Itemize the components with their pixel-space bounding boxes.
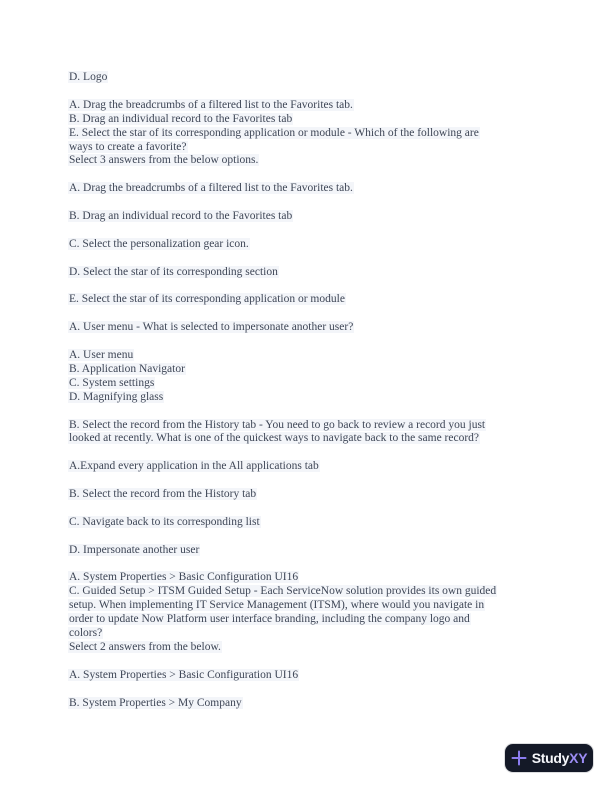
text-line: D. Magnifying glass — [69, 390, 164, 403]
paragraph — [68, 71, 572, 85]
text-line: D. Logo — [69, 71, 108, 83]
text-line: A.Expand every application in the All applications tab — [69, 460, 319, 473]
text-line: C. Guided Setup > ITSM Guided Setup - Each ServiceNow solution provides its own guided — [69, 585, 497, 598]
paragraph — [68, 697, 572, 711]
paragraph — [68, 669, 572, 683]
text-line: B. Select the record from the History tab — [69, 488, 257, 501]
paragraph — [68, 419, 572, 447]
brand-text-primary: Study — [531, 750, 570, 766]
paragraph — [68, 460, 572, 474]
paragraph — [68, 349, 572, 405]
text-line: A. User menu — [69, 349, 134, 361]
text-line: E. Select the star of its corresponding application or module — [69, 293, 345, 306]
document-content — [68, 71, 572, 724]
paragraph — [68, 238, 572, 252]
text-line: D. Select the star of its corresponding section — [69, 265, 278, 278]
text-line: Select 2 answers from the below. — [69, 640, 221, 653]
text-line: setup. When implementing IT Service Management (ITSM), where would you navigate in — [69, 599, 485, 612]
paragraph — [68, 544, 572, 558]
paragraph — [68, 182, 572, 196]
text-line: C. Select the personalization gear icon. — [69, 237, 249, 250]
text-line: colors? — [69, 627, 103, 640]
text-line: order to update Now Platform user interface branding, including the company logo and — [69, 613, 470, 626]
brand-text — [532, 751, 587, 765]
paragraph — [68, 571, 572, 654]
text-line: B. Drag an individual record to the Favorites tab — [69, 210, 293, 223]
text-line: looked at recently. What is one of the quickest ways to navigate back to the same record? — [69, 432, 480, 445]
text-line: A. System Properties > Basic Configuration UI16 — [69, 668, 299, 681]
text-line: E. Select the star of its corresponding application or module - Which of the following are — [69, 126, 479, 139]
text-line: D. Impersonate another user — [69, 543, 200, 556]
text-line: B. Drag an individual record to the Favorites tab — [69, 112, 293, 125]
text-line: C. Navigate back to its corresponding list — [69, 515, 260, 528]
paragraph — [68, 266, 572, 280]
text-line: B. Application Navigator — [69, 362, 185, 375]
paragraph — [68, 99, 572, 169]
plus-icon — [511, 750, 527, 766]
text-line: A. Drag the breadcrumbs of a filtered list to the Favorites tab. — [69, 182, 353, 195]
text-line: B. Select the record from the History tab - You need to go back to review a record you just — [69, 418, 486, 431]
text-line: C. System settings — [69, 376, 155, 389]
paragraph — [68, 488, 572, 502]
text-line: A. Drag the breadcrumbs of a filtered list to the Favorites tab. — [69, 98, 353, 111]
paragraph — [68, 293, 572, 307]
text-line: A. System Properties > Basic Configuration UI16 — [69, 571, 299, 584]
text-line: ways to create a favorite? — [69, 140, 187, 153]
text-line: Select 3 answers from the below options. — [69, 154, 259, 167]
text-line: A. User menu - What is selected to impersonate another user? — [69, 321, 354, 334]
text-line: B. System Properties > My Company — [69, 696, 242, 709]
paragraph — [68, 516, 572, 530]
paragraph — [68, 210, 572, 224]
studyxy-logo-badge — [505, 744, 593, 772]
brand-text-secondary: XY — [569, 750, 588, 766]
paragraph — [68, 321, 572, 335]
